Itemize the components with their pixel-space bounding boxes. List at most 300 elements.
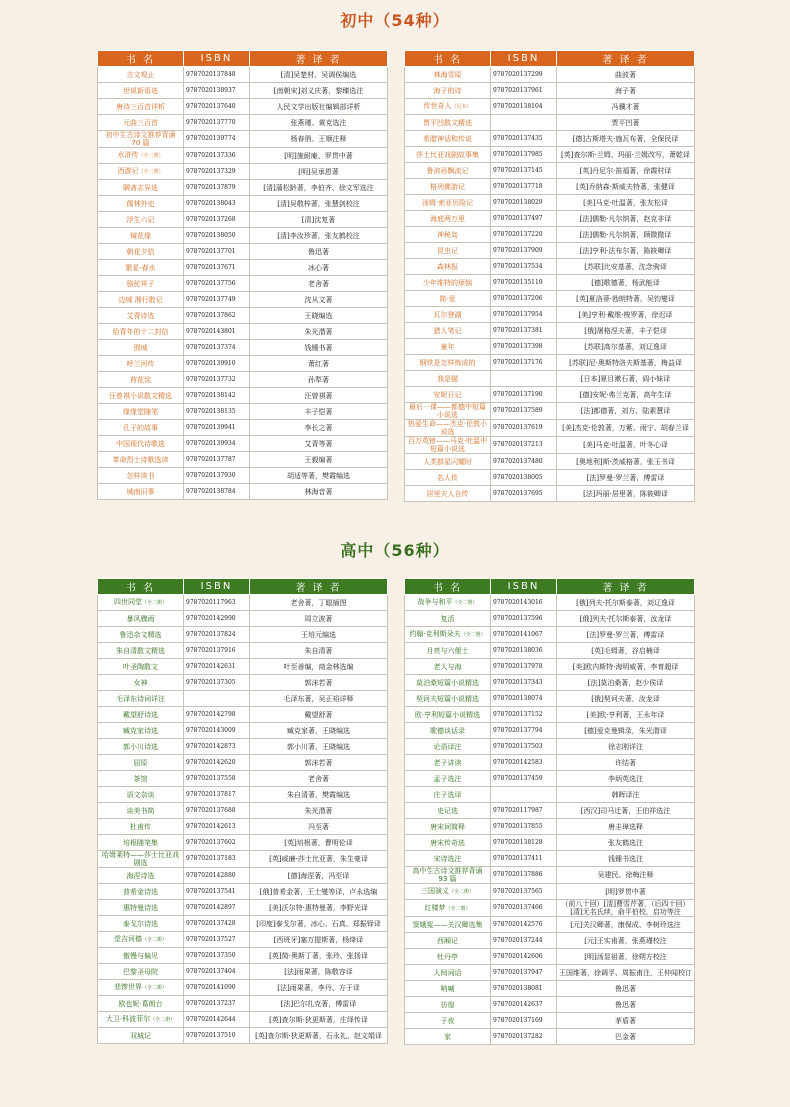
isbn-cell: 9787020137268 [184,212,250,228]
book-title-cell [98,964,184,980]
book-title-cell [405,147,491,163]
table-row [98,723,388,739]
header-isbn: ISBN [491,51,557,67]
book-title: 莫泊桑短篇小说精选 [416,678,479,687]
table-row [98,980,388,996]
isbn-cell: 9787020137176 [491,355,557,371]
table-row [98,228,388,244]
book-title-cell [405,454,491,470]
isbn-cell: 9787020143009 [184,723,250,739]
table-row [98,468,388,484]
book-title: 名人传 [437,473,458,482]
author-cell: [英]查尔斯·狄更斯著，石永礼、赵文娟译 [250,1028,388,1044]
book-title: 艾青诗选 [126,311,155,320]
book-title-cell [405,403,491,420]
author-cell: [德]海涅著，冯至译 [250,868,388,884]
table-row [98,611,388,627]
book-title: 双城记 [130,1031,151,1040]
book-title-cell [405,949,491,965]
table-row [405,99,695,115]
isbn-cell: 9787020137220 [491,227,557,243]
book-title: 郭小川诗选 [123,742,158,751]
isbn-cell: 9787020137794 [491,723,557,739]
author-cell: 臧克家著，王晓编选 [250,723,388,739]
author-cell: 杨春俏、王顺注释 [250,131,388,148]
table-row [405,900,695,917]
isbn-cell: 9787020137886 [491,867,557,884]
author-cell: 钱锺书选注 [557,851,695,867]
book-title-cell [98,627,184,643]
author-cell: 徐志刚详注 [557,739,695,755]
author-cell: [清]吴楚材、吴调侯编选 [250,67,388,83]
book-title: 红楼梦 [424,903,446,912]
isbn-cell: 9787020117963 [184,595,250,611]
book-title-cell [405,723,491,739]
volume-note: （全二册） [141,600,167,606]
book-title: 普希金诗选 [123,887,158,896]
author-cell: 贾平凹著 [557,115,695,131]
isbn-cell: 9787020137695 [491,486,557,502]
header-isbn: ISBN [184,579,250,595]
author-cell: [清]蒲松龄著，李伯齐、徐文军选注 [250,180,388,196]
isbn-cell: 9787020137190 [491,387,557,403]
isbn-cell: 9787020137916 [184,643,250,659]
table-row [405,1013,695,1029]
table-row [405,420,695,437]
table-row [98,484,388,500]
book-title: 莎士比亚戏剧故事集 [416,150,479,159]
author-cell: 人民文学出版社编辑部详析 [250,99,388,115]
table-row [98,388,388,404]
author-cell: 巴金著 [557,1029,695,1045]
isbn-cell: 9787020138005 [491,470,557,486]
author-cell: [元]王实甫著，张燕瑾校注 [557,933,695,949]
table-row [98,324,388,340]
isbn-cell: 9787020138029 [491,195,557,211]
book-title: 泰戈尔诗选 [123,919,158,928]
book-title-cell [98,131,184,148]
author-cell: [美]沃尔特·惠特曼著，李野光译 [250,900,388,916]
book-title: 朱自清散文精选 [116,646,165,655]
book-title: 唐诗三百首详析 [116,102,165,111]
table-row [405,867,695,884]
book-title-cell [98,900,184,916]
book-title: 歌德谈话录 [430,726,465,735]
isbn-cell: 9787020142990 [184,611,250,627]
header-title: 书 名 [98,51,184,67]
table-row [98,340,388,356]
book-title-cell [405,1029,491,1045]
isbn-cell: 9787020138050 [184,228,250,244]
author-cell: [法]巴尔扎克著，傅雷译 [250,996,388,1012]
author-cell: [清]沈复著 [250,212,388,228]
book-title-cell [98,819,184,835]
author-cell: 王培元编选 [250,627,388,643]
book-title: 月亮与六便士 [426,646,469,655]
book-title-cell [405,131,491,147]
author-cell: [英]查尔斯·兰姆、玛丽·兰姆改写，萧乾译 [557,147,695,163]
table-row [405,981,695,997]
book-title-cell [405,291,491,307]
isbn-cell: 9787020137305 [184,675,250,691]
book-title: 森林报 [437,262,458,271]
book-title: 堂吉诃德 [113,935,142,943]
table-row [405,227,695,243]
table-row [98,420,388,436]
table-row [405,933,695,949]
author-cell: 朱自清著，樊霞编选 [250,787,388,803]
isbn-cell [184,691,250,707]
isbn-cell: 9787020137183 [184,851,250,868]
header-title: 书 名 [405,51,491,67]
book-title-cell [405,211,491,227]
author-cell: 鲁迅著 [557,981,695,997]
isbn-cell: 9787020137213 [491,437,557,454]
isbn-cell: 9787020142637 [491,997,557,1013]
book-title: 呐喊 [440,984,455,993]
table-row [98,404,388,420]
table-row [98,196,388,212]
isbn-cell: 9787020137961 [491,83,557,99]
isbn-cell: 9787020137244 [491,933,557,949]
book-title: 约翰·克利斯朵夫 [409,630,461,638]
book-title: 海底两万里 [430,214,465,223]
isbn-cell [491,115,557,131]
book-title: 惠特曼诗选 [123,903,158,912]
book-title-cell [405,707,491,723]
table-row [98,452,388,468]
author-cell: [明]施耐庵、罗贯中著 [250,148,388,164]
book-title-cell [405,867,491,884]
author-cell: [苏联]比安基著，沈念驹译 [557,259,695,275]
author-cell: 朱自清著 [250,643,388,659]
isbn-cell: 9787020137978 [491,659,557,675]
table-row [405,323,695,339]
book-title: 鲁迅杂文精选 [119,630,162,639]
author-cell: [俄]列夫·托尔斯泰著，汝龙译 [557,611,695,627]
book-title: 牡丹亭 [437,952,458,961]
isbn-cell: 9787020142880 [184,868,250,884]
table-row [98,292,388,308]
book-title: 三国演义 [420,887,449,895]
isbn-cell: 9787020142583 [491,755,557,771]
isbn-cell: 9787020137350 [184,948,250,964]
book-title-cell [98,996,184,1012]
table-row [98,1012,388,1028]
book-title: 老子讲读 [433,758,462,767]
book-title-cell [98,308,184,324]
isbn-cell: 9787020137459 [491,771,557,787]
book-title: 聊斋志异选 [123,183,158,192]
table-row [98,595,388,611]
table-row [98,244,388,260]
author-cell: [英]威廉·莎士比亚著，朱生豪译 [250,851,388,868]
book-title-cell [405,819,491,835]
author-cell: [法]儒勒·凡尔纳著，顾微微译 [557,227,695,243]
table-row [405,627,695,643]
isbn-cell: 9787020139910 [184,356,250,372]
table-row [405,243,695,259]
book-title-cell [98,643,184,659]
book-title-cell [98,884,184,900]
book-title: 世说新语选 [123,86,158,95]
book-title-cell [98,83,184,99]
author-cell: [奥地利]斯·茨威格著，张玉书译 [557,454,695,470]
isbn-cell: 9787020137541 [184,884,250,900]
table-row [98,83,388,99]
book-title-cell [98,212,184,228]
isbn-cell: 9787020137817 [184,787,250,803]
table-header-row [405,579,695,595]
table-row [98,900,388,916]
table-row [405,611,695,627]
table-row [405,1029,695,1045]
book-title: 繁星·春水 [125,263,156,272]
isbn-cell: 9787020137954 [491,307,557,323]
book-title: 浮生六记 [126,215,155,224]
isbn-cell: 9787020138135 [184,404,250,420]
table-row [98,372,388,388]
book-title: 瓦尔登湖 [433,310,462,319]
isbn-cell: 9787020137534 [491,259,557,275]
isbn-cell: 9787020137503 [491,739,557,755]
author-cell: 林海音著 [250,484,388,500]
book-title: 子夜 [440,1016,455,1025]
book-title-cell [98,372,184,388]
book-title: 海子的诗 [433,86,462,95]
author-cell: 李炳英选注 [557,771,695,787]
table-row [405,470,695,486]
isbn-cell: 9787020137862 [184,308,250,324]
book-title-cell [405,67,491,83]
author-cell: [美]杰克·伦敦著，万紫、雨宁、胡春兰译 [557,420,695,437]
book-title-cell [98,916,184,932]
table-row [405,755,695,771]
book-title: 谈美书简 [126,806,155,815]
author-cell: 朱光潜著 [250,803,388,819]
book-title-cell [405,627,491,643]
book-title: 老人与海 [433,662,462,671]
book-title: 培根随笔集 [123,838,158,847]
book-title: 复活 [440,614,455,623]
author-cell: [德]古斯塔夫·施瓦布著，全保民译 [557,131,695,147]
header-author: 著 译 者 [250,579,388,595]
isbn-cell: 9787020142897 [184,900,250,916]
isbn-cell: 9787020137299 [491,67,557,83]
author-cell: [西班牙]塞万提斯著，杨绛译 [250,932,388,948]
isbn-cell: 9787020137619 [491,420,557,437]
book-title-cell [405,83,491,99]
author-cell: [俄]普希金著，王士燮等译，卢永选编 [250,884,388,900]
isbn-cell: 9787020137435 [491,131,557,147]
book-title-cell [405,486,491,502]
book-title: 汤姆·索亚历险记 [421,198,474,207]
book-title: 欧·亨利短篇小说精选 [414,710,481,719]
book-title-cell [405,981,491,997]
header-title: 书 名 [405,579,491,595]
author-cell: [法]雨果著，陈敬容译 [250,964,388,980]
table-row [98,180,388,196]
book-title: 简·爱 [439,294,456,303]
book-title-cell [405,437,491,454]
author-cell: [英]查尔斯·狄更斯著，庄绎传译 [250,1012,388,1028]
book-title: 城南旧事 [126,487,155,496]
table-row [98,868,388,884]
author-cell: [苏联]高尔基著，刘辽逸译 [557,339,695,355]
author-cell: [法]罗曼·罗兰著，傅雷译 [557,627,695,643]
author-cell: 胡适等著，樊霞编选 [250,468,388,484]
author-cell: 鲁迅著 [557,997,695,1013]
table-row [98,276,388,292]
book-title-cell [405,227,491,243]
book-title: 儒林外史 [126,199,155,208]
isbn-cell: 9787020137480 [491,454,557,470]
book-title-cell [405,739,491,755]
book-title: 史记选 [437,806,458,815]
isbn-cell: 9787020137206 [491,291,557,307]
author-cell: 冯至著 [250,819,388,835]
book-title-cell [98,228,184,244]
author-cell: 郭沫若著 [250,755,388,771]
book-title: 神秘岛 [437,230,458,239]
table-header-row [98,51,388,67]
author-cell: [日本]夏目漱石著，阎小妹译 [557,371,695,387]
author-cell: [俄]屠格涅夫著，丰子恺译 [557,323,695,339]
book-title-cell [405,755,491,771]
table-row [98,755,388,771]
volume-note: （全二册） [138,169,164,175]
table-row [98,964,388,980]
volume-note: （全二册） [141,937,167,943]
book-title: 孟子选注 [433,774,462,783]
volume-note: （全二册） [150,1017,176,1023]
isbn-cell: 9787020137947 [491,965,557,981]
table-row [405,851,695,867]
table-row [98,627,388,643]
volume-note: （足本） [451,104,472,110]
table-row [405,195,695,211]
table-row [98,932,388,948]
isbn-cell: 9787020135119 [491,275,557,291]
volume-note: （全二册） [460,632,486,638]
author-cell: 戴望舒著 [250,707,388,723]
isbn-cell: 9787020137718 [491,179,557,195]
book-title-cell [98,468,184,484]
table-row [405,291,695,307]
isbn-cell: 9787020137596 [491,611,557,627]
book-title-cell [98,356,184,372]
table-row [98,675,388,691]
book-title: 中国现代诗歌选 [116,439,165,448]
book-title-cell [405,307,491,323]
author-cell: [元]关汉卿著，康保成、李树玲选注 [557,917,695,933]
book-title-cell [98,260,184,276]
book-title: 傲慢与偏见 [123,951,158,960]
header-isbn: ISBN [491,579,557,595]
table-row [405,595,695,611]
author-cell: 张燕瑾、黄克选注 [250,115,388,131]
book-title: 钢铁是怎样炼成的 [419,358,476,367]
table-row [405,403,695,420]
book-title-cell [98,1012,184,1028]
book-title: 人间词话 [433,968,462,977]
book-title: 契诃夫短篇小说精选 [416,694,479,703]
table-row [405,949,695,965]
isbn-cell: 9787020137510 [184,1028,250,1044]
header-title: 书 名 [98,579,184,595]
book-title-cell [98,404,184,420]
book-title-cell [405,595,491,611]
book-title: 战争与和平 [417,598,453,606]
isbn-cell: 9787020137671 [184,260,250,276]
book-title-cell [98,292,184,308]
author-cell: [明]罗贯中著 [557,884,695,900]
book-title-cell [98,851,184,868]
book-title: 毛泽东诗词详注 [116,694,165,703]
header-author: 著 译 者 [250,51,388,67]
author-cell: 茅盾著 [557,1013,695,1029]
isbn-cell: 9787020139941 [184,420,250,436]
book-title-cell [98,771,184,787]
book-title: 热爱生命——杰克·伦敦小说选 [407,420,488,436]
book-title-cell [405,99,491,115]
book-title-cell [405,659,491,675]
isbn-cell: 9787020137701 [184,244,250,260]
table-row [405,835,695,851]
table-row [405,803,695,819]
isbn-cell: 9787020137589 [491,403,557,420]
isbn-cell: 9787020138937 [184,83,250,99]
author-cell: 张友鹤选注 [557,835,695,851]
isbn-cell: 9787020137985 [491,147,557,163]
author-cell: 老舍著 [250,771,388,787]
book-title-cell [405,195,491,211]
book-title-cell [98,164,184,180]
isbn-cell: 9787020138074 [491,691,557,707]
isbn-cell: 9787020137855 [491,819,557,835]
book-title: 鲁滨孙飘流记 [426,166,469,175]
table-row [98,739,388,755]
book-title-cell [405,371,491,387]
author-cell: [法]亨利·法布尔著，陈筱卿译 [557,243,695,259]
book-title: 大卫·科波菲尔 [105,1015,151,1023]
table-row [405,179,695,195]
author-cell: [德]爱克曼辑录，朱光潜译 [557,723,695,739]
book-title: 给青年的十二封信 [112,327,169,336]
table-row [98,884,388,900]
book-title-cell [98,868,184,884]
book-title-cell [98,324,184,340]
isbn-cell: 9787020137879 [184,180,250,196]
book-title-cell [405,787,491,803]
book-title: 居里夫人自传 [426,489,469,498]
table-row [98,803,388,819]
table-row [98,659,388,675]
book-title-cell [405,179,491,195]
book-title-cell [98,244,184,260]
book-title-cell [405,835,491,851]
book-title-cell [98,115,184,131]
book-title: 窦娥冤——关汉卿选集 [412,920,483,929]
table-row [405,211,695,227]
book-title: 百万英镑——马克·吐温中短篇小说选 [407,437,488,453]
isbn-cell: 9787020137169 [491,1013,557,1029]
isbn-cell: 9787020137749 [184,292,250,308]
book-title: 家 [444,1032,451,1041]
book-title: 宋诗选注 [433,854,462,863]
book-title: 臧克家诗选 [123,726,158,735]
author-cell: [南朝宋]刘义庆著，黎臻选注 [250,83,388,99]
